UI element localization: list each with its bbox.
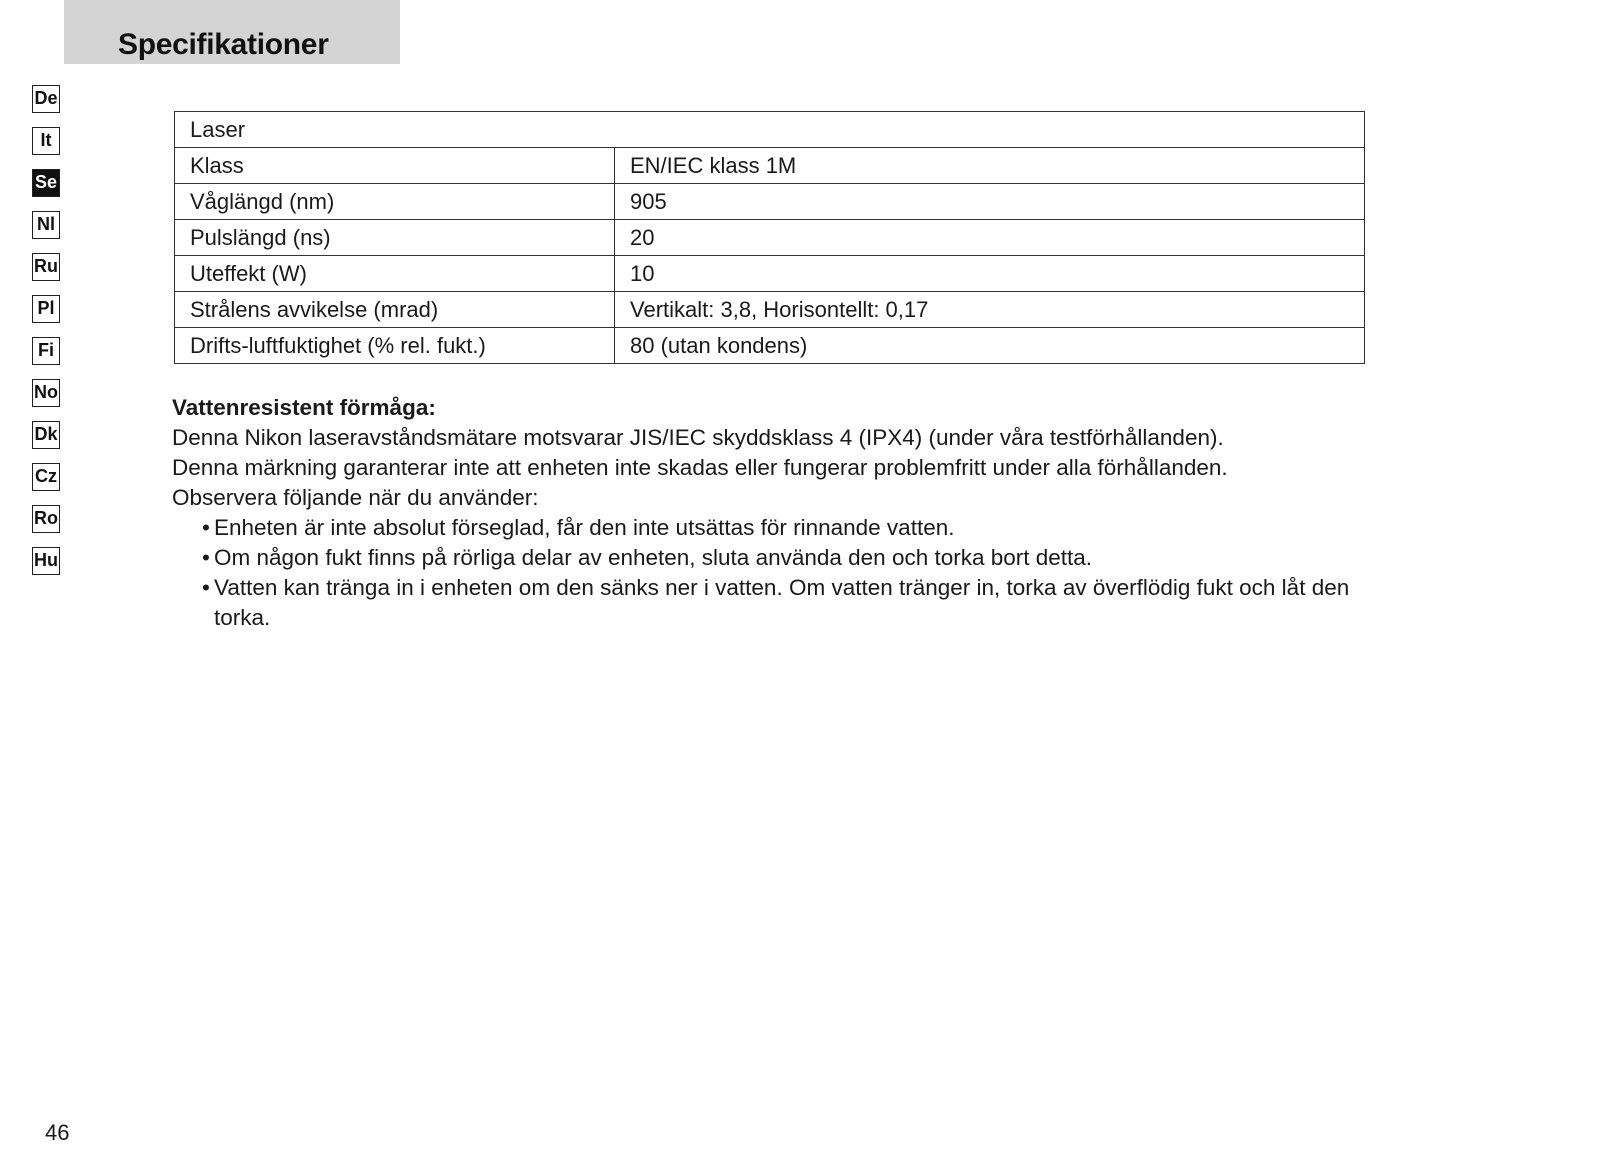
table-row	[175, 292, 1365, 328]
table-row	[175, 184, 1365, 220]
spec-value: EN/IEC klass 1M	[615, 148, 1365, 184]
water-resistance-section	[172, 393, 1372, 633]
paragraph: Observera följande när du använder:	[172, 485, 539, 510]
lang-tab-se[interactable]: Se	[32, 169, 60, 197]
spec-label: Pulslängd (ns)	[175, 220, 615, 256]
spec-value: 10	[615, 256, 1365, 292]
table-row	[175, 328, 1365, 364]
lang-tab-de[interactable]: De	[32, 85, 60, 113]
table-row	[175, 256, 1365, 292]
list-item: • Om någon fukt finns på rörliga delar av enheten, sluta använda den och torka bort detta.	[202, 543, 1372, 573]
spec-value: 905	[615, 184, 1365, 220]
spec-label: Klass	[175, 148, 615, 184]
table-heading-row	[175, 112, 1365, 148]
spec-table	[174, 111, 1365, 364]
water-resistance-heading: Vattenresistent förmåga:	[172, 395, 436, 420]
spec-label: Uteffekt (W)	[175, 256, 615, 292]
table-row	[175, 220, 1365, 256]
lang-tab-fi[interactable]: Fi	[32, 337, 60, 365]
lang-tab-cz[interactable]: Cz	[32, 463, 60, 491]
section-header	[64, 0, 400, 64]
table-heading: Laser	[175, 112, 1365, 148]
lang-tab-it[interactable]: It	[32, 127, 60, 155]
lang-tab-ru[interactable]: Ru	[32, 253, 60, 281]
lang-tab-ro[interactable]: Ro	[32, 505, 60, 533]
spec-value: Vertikalt: 3,8, Horisontellt: 0,17	[615, 292, 1365, 328]
spec-value: 20	[615, 220, 1365, 256]
paragraph: Denna Nikon laseravståndsmätare motsvarar JIS/IEC skyddsklass 4 (IPX4) (under våra testförhållanden).	[172, 425, 1224, 450]
lang-tab-no[interactable]: No	[32, 379, 60, 407]
lang-tab-dk[interactable]: Dk	[32, 421, 60, 449]
spec-label: Våglängd (nm)	[175, 184, 615, 220]
spec-label: Strålens avvikelse (mrad)	[175, 292, 615, 328]
table-row	[175, 148, 1365, 184]
precaution-list	[172, 513, 1372, 633]
paragraph: Denna märkning garanterar inte att enheten inte skadas eller fungerar problemfritt under alla förhållanden.	[172, 455, 1228, 480]
lang-tab-pl[interactable]: Pl	[32, 295, 60, 323]
lang-tab-nl[interactable]: Nl	[32, 211, 60, 239]
page-number: 46	[45, 1120, 70, 1145]
list-item: • Enheten är inte absolut förseglad, får den inte utsättas för rinnande vatten.	[202, 513, 1372, 543]
spec-value: 80 (utan kondens)	[615, 328, 1365, 364]
page-title: Specifikationer	[118, 28, 329, 61]
lang-tab-hu[interactable]: Hu	[32, 547, 60, 575]
list-item: • Vatten kan tränga in i enheten om den sänks ner i vatten. Om vatten tränger in, torka av överflödig fukt och låt den torka.	[202, 573, 1372, 633]
spec-label: Drifts-luftfuktighet (% rel. fukt.)	[175, 328, 615, 364]
